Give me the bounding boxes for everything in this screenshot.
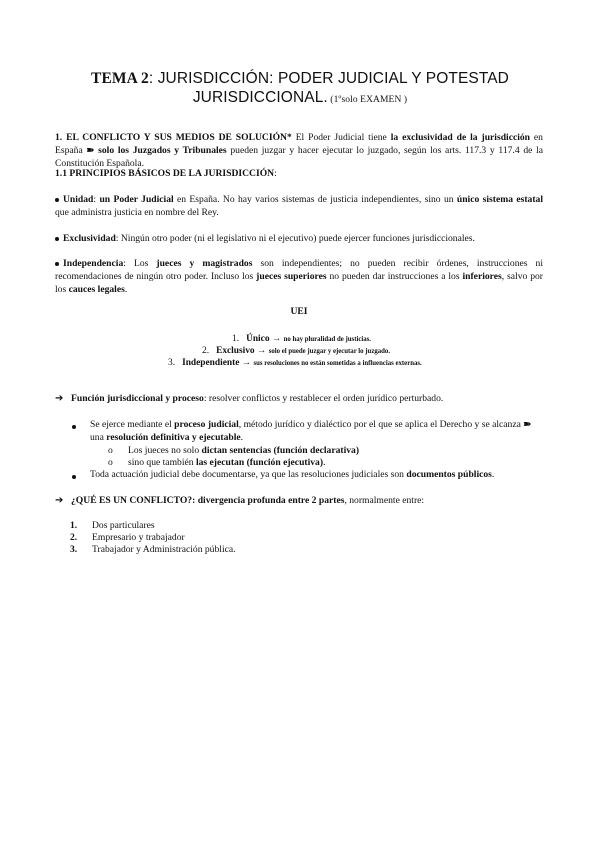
- ind-text-4: , salvo por los: [55, 270, 543, 295]
- right-arrow-icon: ➔: [55, 393, 64, 404]
- circle-bullet-icon: o: [108, 445, 113, 456]
- uei-item-1-number: 1.: [232, 334, 240, 344]
- section-1-1-colon: :: [274, 168, 277, 179]
- list-number: 2.: [70, 532, 78, 543]
- conflicto-label: ¿QUÉ ES UN CONFLICTO?: divergencia profunda entre 2 partes: [71, 495, 345, 506]
- section-1-1-heading: [55, 168, 543, 181]
- list-item: [70, 532, 470, 545]
- uei-item-1-label: Único: [246, 334, 270, 344]
- unidad-text-3: que administra justicia en nombre del Rey.: [55, 206, 219, 218]
- exclusividad-text: : Ningún otro poder (ni el legislativo ni el ejecutivo) puede ejercer funciones jurisdiccionales.: [115, 233, 475, 244]
- ejerce-text-3: una: [90, 431, 107, 443]
- uei-item-1-desc: no hay pluralidad de justicias.: [283, 336, 371, 343]
- arrow-icon: →: [254, 346, 269, 356]
- sub-bullet-1: [108, 445, 548, 458]
- right-arrow-icon: ➔: [55, 495, 64, 506]
- title-note: (1ºsolo EXAMEN ): [327, 94, 408, 105]
- section-1-heading: 1. EL CONFLICTO Y SUS MEDIOS DE SOLUCIÓN*: [55, 132, 292, 143]
- bullet-dot: [72, 425, 76, 429]
- unidad-bold-3: único sistema estatal: [456, 194, 544, 205]
- arrow-icon: ➽: [523, 419, 532, 430]
- uei-item-3-number: 3.: [168, 358, 176, 368]
- list-number: 1.: [70, 520, 78, 531]
- uei-item-3-desc: sus resoluciones no están sometidas a influencias externas.: [253, 360, 422, 367]
- circle-bullet-icon: o: [108, 457, 113, 468]
- funcion-text: : resolver conflictos y restablecer el orden jurídico perturbado.: [203, 393, 444, 404]
- unidad-bold-2: un Poder Judicial: [99, 194, 174, 205]
- title-text: : JURISDICCIÓN: PODER JUDICIAL Y POTESTAD JURISDICCIONAL.: [148, 70, 509, 106]
- section-1-1-title: 1.1 PRINCIPIOS BÁSICOS DE LA JURISDICCIÓN: [55, 168, 275, 179]
- s1-text-2: en España: [55, 132, 543, 156]
- s1-bold-2: solo los Juzgados y Tribunales: [94, 144, 227, 156]
- list-item: [70, 520, 470, 533]
- uei-item-2-desc: solo el puede juzgar y ejecutar lo juzgado.: [268, 348, 391, 355]
- list-item: [70, 544, 470, 557]
- bullet-icon: [55, 198, 59, 202]
- ind-bold-4: inferiores: [462, 270, 502, 282]
- conflicto-text: , normalmente entre:: [344, 495, 425, 506]
- title-tema: TEMA 2: [91, 70, 149, 87]
- bullet-dot: [72, 475, 76, 479]
- uei-title: UEI: [290, 306, 308, 317]
- uei-item-3: [168, 357, 568, 370]
- uei-item-3-label: Independiente: [182, 358, 240, 368]
- sub-2-bold: las ejecutan (función ejecutiva): [195, 457, 324, 468]
- toda-actuacion: [90, 469, 545, 482]
- independencia-label: Independencia: [63, 258, 124, 269]
- section-1-paragraph: [55, 132, 543, 171]
- ind-bold-2: jueces y magistrados: [156, 258, 253, 269]
- principle-unidad: [55, 194, 543, 220]
- bullet-icon: [55, 262, 59, 266]
- funcion-jurisdiccional: [55, 392, 545, 406]
- principle-independencia: [55, 258, 543, 297]
- ind-text-5: .: [124, 283, 128, 295]
- toda-text-2: .: [491, 469, 495, 480]
- bullet-icon: [55, 237, 59, 241]
- list-text: Dos particulares: [92, 520, 155, 531]
- uei-item-2-number: 2.: [202, 346, 210, 356]
- ind-text-3: no pueden dar instrucciones a los: [326, 270, 463, 282]
- se-ejerce-paragraph: [90, 419, 545, 445]
- sub-bullet-2: [108, 457, 548, 470]
- list-text: Trabajador y Administración pública.: [92, 544, 236, 555]
- s1-text-1: El Poder Judicial tiene: [291, 132, 391, 143]
- uei-item-2-label: Exclusivo: [216, 346, 255, 356]
- unidad-text-1: :: [93, 194, 100, 205]
- principle-exclusividad: [55, 233, 543, 246]
- arrow-icon: ➽: [86, 144, 95, 156]
- ejerce-text-4: .: [240, 431, 244, 443]
- ind-text-2: son independientes; no pueden recibir órdenes, instrucciones ni recomendaciones de ningún otro poder. Incluso los: [55, 258, 543, 282]
- unidad-text-2: en España. No hay varios sistemas de justicia independientes, sino un: [173, 194, 457, 205]
- list-number: 3.: [70, 544, 78, 555]
- que-es-conflicto: [55, 494, 545, 508]
- ind-bold-3: jueces superiores: [256, 270, 327, 282]
- bullet-icon: [72, 421, 92, 434]
- ejerce-text-1: Se ejerce mediante el: [90, 419, 175, 430]
- bullet-icon: [72, 471, 92, 484]
- document-title: [60, 70, 540, 108]
- exclusividad-label: Exclusividad: [63, 233, 116, 244]
- ejerce-bold-1: proceso judicial: [174, 419, 239, 430]
- uei-item-2: [202, 345, 562, 358]
- toda-bold: documentos públicos: [406, 469, 492, 480]
- s1-bold-1: la exclusividad de la jurisdicción: [390, 132, 531, 143]
- sub-2-text: sino que también: [128, 457, 196, 468]
- arrow-icon: →: [269, 334, 284, 344]
- uei-item-1: [232, 333, 562, 346]
- s1-text-3: pueden juzgar y hacer ejecutar lo juzgado, según los arts. 117.3 y 117.4 de la Constitución Española.: [55, 144, 543, 169]
- sub-1-text: Los jueces no solo: [128, 445, 202, 456]
- ind-bold-5: cauces legales: [68, 283, 125, 295]
- sub-2-tail: .: [323, 457, 326, 468]
- list-text: Empresario y trabajador: [92, 532, 185, 543]
- ind-text-1: : Los: [123, 258, 157, 269]
- funcion-label: Función jurisdiccional y proceso: [71, 393, 204, 404]
- unidad-label: Unidad: [63, 194, 94, 205]
- ejerce-bold-2: resolución definitiva y ejecutable: [106, 431, 241, 443]
- ejerce-text-2: , método jurídico y dialéctico por el que se aplica el Derecho y se alcanza: [238, 419, 524, 430]
- sub-1-bold: dictan sentencias (función declarativa): [201, 445, 360, 456]
- uei-heading: [55, 306, 543, 319]
- toda-text-1: Toda actuación judicial debe documentarse, ya que las resoluciones judiciales son: [90, 469, 407, 480]
- arrow-icon: →: [239, 358, 254, 368]
